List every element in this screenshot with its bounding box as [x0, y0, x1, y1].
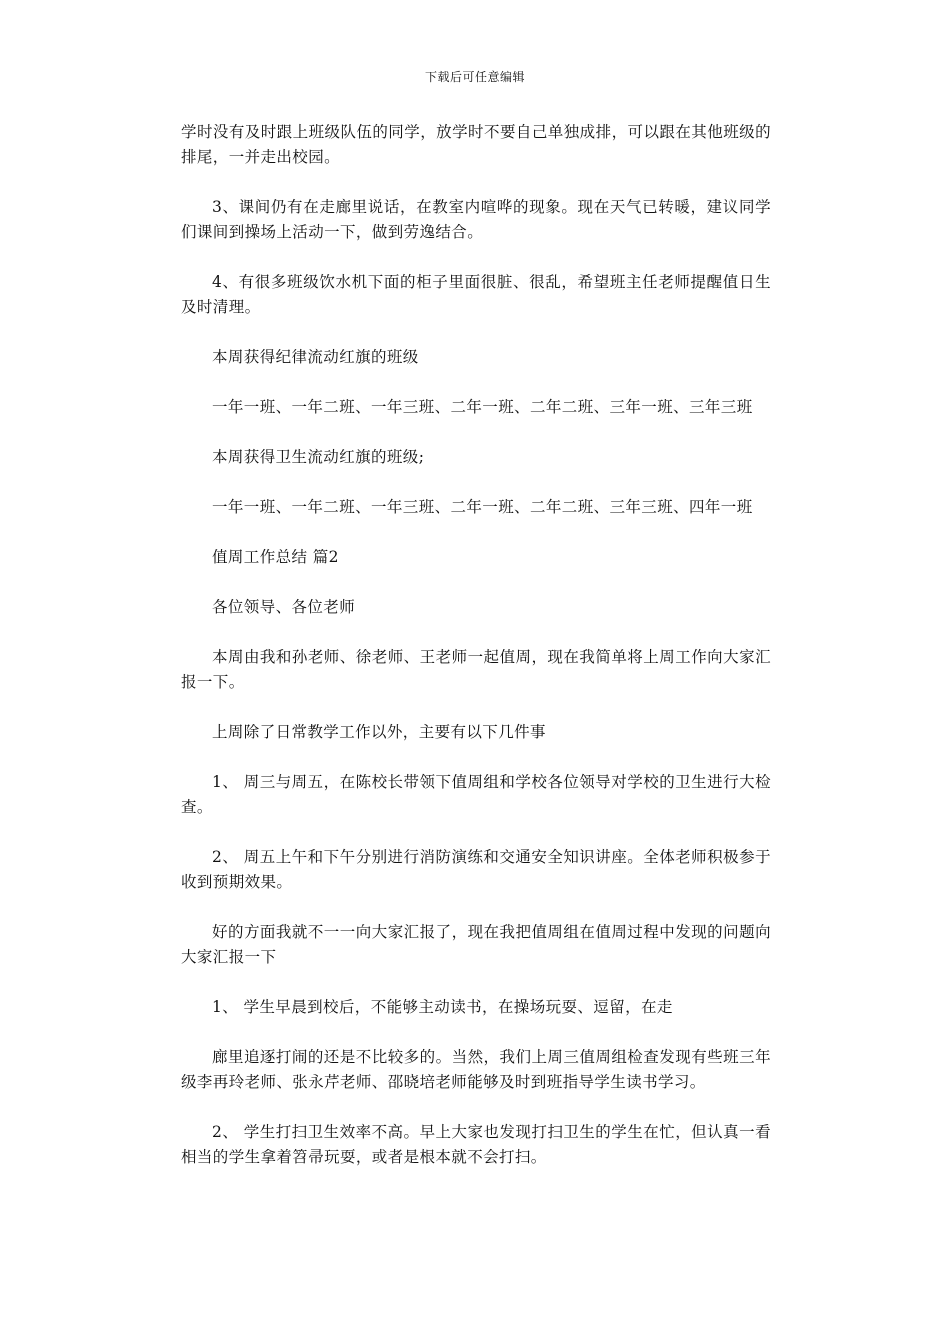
paragraph-4: 本周获得纪律流动红旗的班级	[212, 348, 419, 366]
section-heading: 值周工作总结 篇2	[212, 548, 339, 566]
paragraph-15: 1、 学生早晨到校后，不能够主动读书，在操场玩耍、逗留，在走	[212, 998, 673, 1016]
paragraph-11: 上周除了日常教学工作以外，主要有以下几件事	[212, 723, 546, 741]
paragraph-7: 一年一班、一年二班、一年三班、二年一班、二年二班、三年三班、四年一班	[212, 498, 753, 516]
paragraph-5: 一年一班、一年二班、一年三班、二年一班、二年二班、三年一班、三年三班	[212, 398, 753, 416]
paragraph-1: 学时没有及时跟上班级队伍的同学，放学时不要自己单独成排，可以跟在其他班级的排尾，一并走出校园。	[181, 123, 771, 166]
paragraph-17: 2、 学生打扫卫生效率不高。早上大家也发现打扫卫生的学生在忙，但认真一看相当的学生拿着笤帚玩耍，或者是根本就不会打扫。	[181, 1123, 771, 1166]
paragraph-3: 4、有很多班级饮水机下面的柜子里面很脏、很乱，希望班主任老师提醒值日生及时清理。	[181, 273, 771, 316]
paragraph-12: 1、 周三与周五，在陈校长带领下值周组和学校各位领导对学校的卫生进行大检查。	[181, 773, 771, 816]
page-header: 下载后可任意编辑	[424, 70, 525, 84]
paragraph-13: 2、 周五上午和下午分别进行消防演练和交通安全知识讲座。全体老师积极参于收到预期效果。	[181, 848, 771, 891]
paragraph-9: 各位领导、各位老师	[212, 598, 356, 616]
paragraph-16: 廊里追逐打闹的还是不比较多的。当然，我们上周三值周组检查发现有些班三年级李再玲老师、张永芹老师、邵晓培老师能够及时到班指导学生读书学习。	[181, 1048, 771, 1091]
paragraph-14: 好的方面我就不一一向大家汇报了，现在我把值周组在值周过程中发现的问题向大家汇报一下	[181, 923, 771, 966]
paragraph-10: 本周由我和孙老师、徐老师、王老师一起值周，现在我简单将上周工作向大家汇报一下。	[181, 648, 771, 691]
paragraph-6: 本周获得卫生流动红旗的班级;	[212, 448, 425, 466]
paragraph-2: 3、课间仍有在走廊里说话，在教室内喧哗的现象。现在天气已转暖，建议同学们课间到操场上活动一下，做到劳逸结合。	[181, 198, 771, 241]
document-body	[181, 120, 771, 1195]
